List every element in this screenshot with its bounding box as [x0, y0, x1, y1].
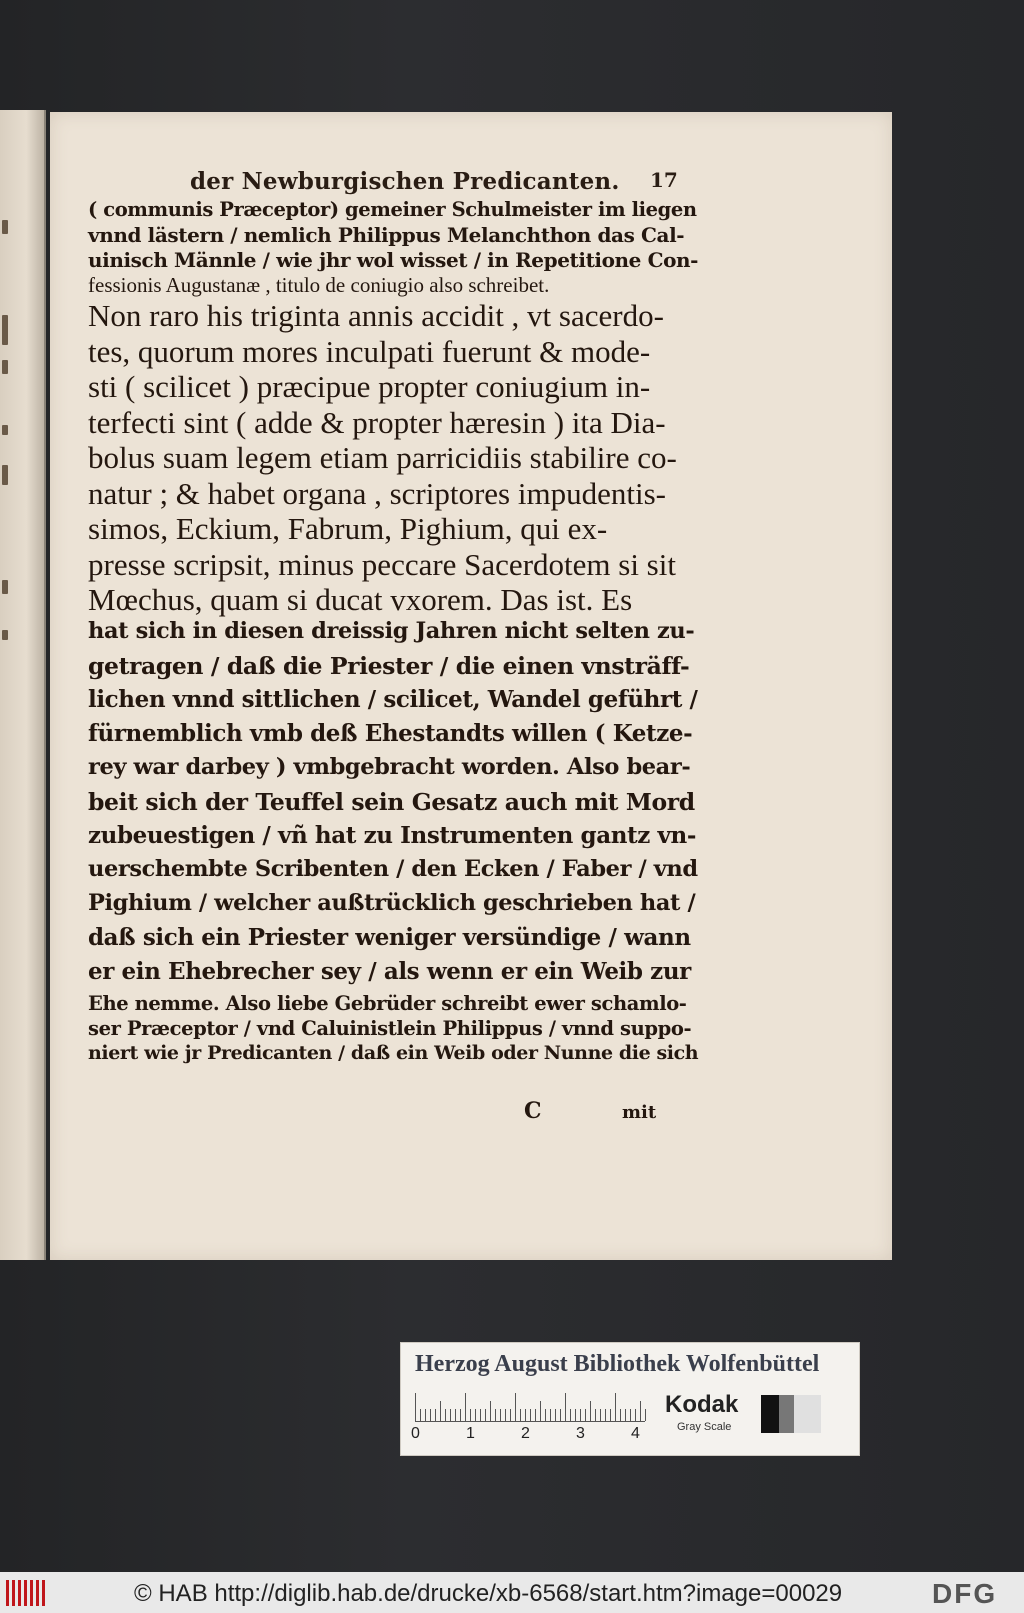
ruler-number: 3	[576, 1425, 585, 1442]
ruler-tick	[645, 1409, 646, 1421]
measurement-ruler	[415, 1391, 645, 1422]
ruler-tick	[445, 1409, 446, 1421]
ruler-tick	[585, 1409, 586, 1421]
ruler-tick	[490, 1401, 491, 1421]
ruler-tick	[595, 1409, 596, 1421]
text-line: Mœchus, quam si ducat vxorem. Das ist. Es	[88, 582, 633, 617]
ruler-tick	[425, 1409, 426, 1421]
signature-mark: C	[524, 1098, 542, 1124]
text-line: getragen / daß die Priester / die einen vnsträff-	[88, 651, 690, 680]
ruler-tick	[570, 1409, 571, 1421]
running-head: der Newburgischen Predicanten.	[190, 168, 620, 195]
text-line: Pighium / welcher außtrücklich geschrieben hat /	[88, 889, 696, 916]
edge-mark	[2, 465, 8, 485]
text-line: Ehe nemme. Also liebe Gebrüder schreibt ewer schamlo-	[88, 991, 687, 1015]
text-line: ( communis Præceptor) gemeiner Schulmeister im liegen	[88, 198, 697, 221]
library-name: Herzog August Bibliothek Wolfenbüttel	[415, 1351, 820, 1377]
text-line: uinisch Männle / wie jhr wol wisset / in Repetitione Con-	[88, 248, 699, 272]
text-line: lichen vnnd sittlichen / scilicet, Wandel geführt /	[88, 685, 698, 713]
text-line: sti ( scilicet ) præcipue propter coniugium in-	[88, 369, 651, 404]
ruler-tick	[475, 1409, 476, 1421]
ruler-tick	[455, 1409, 456, 1421]
text-line: terfecti sint ( adde & propter hæresin ) ita Dia-	[88, 404, 666, 440]
text-line: bolus suam legem etiam parricidiis stabilire co-	[88, 440, 677, 475]
text-line: tes, quorum mores inculpati fuerunt & mode-	[88, 333, 651, 369]
text-line: fürnemblich vmb deß Ehestandts willen ( Ketze-	[88, 719, 693, 747]
gray-scale-caption: Gray Scale	[677, 1421, 732, 1433]
ruler-tick	[505, 1409, 506, 1421]
text-line: zubeuestigen / vñ hat zu Instrumenten gantz vn-	[88, 821, 696, 849]
book-page	[50, 112, 892, 1260]
kodak-brand: Kodak	[665, 1391, 739, 1418]
ruler-number: 4	[631, 1425, 640, 1442]
ruler-tick	[550, 1409, 551, 1421]
ruler-number: 1	[466, 1425, 475, 1442]
text-line: Non raro his triginta annis accidit , vt sacerdo-	[88, 298, 664, 333]
ruler-tick	[460, 1409, 461, 1421]
ruler-tick	[480, 1409, 481, 1421]
edge-mark	[2, 220, 8, 234]
text-line: uerschembte Scribenten / den Ecken / Faber / vnd	[88, 855, 698, 882]
ruler-tick	[555, 1409, 556, 1421]
text-line: ser Præceptor / vnd Caluinistlein Philippus / vnnd suppo-	[88, 1016, 692, 1040]
ruler-tick	[640, 1401, 641, 1421]
ruler-tick	[615, 1393, 616, 1421]
ruler-tick	[590, 1401, 591, 1421]
text-line: hat sich in diesen dreissig Jahren nicht selten zu-	[88, 617, 695, 644]
ruler-number: 2	[521, 1425, 530, 1442]
ruler-tick	[545, 1409, 546, 1421]
text-line: fessionis Augustanæ , titulo de coniugio also schreibet.	[88, 273, 550, 297]
text-line: er ein Ehebrecher sey / als wenn er ein Weib zur	[88, 957, 691, 985]
text-line: beit sich der Teuffel sein Gesatz auch mit Mord	[88, 787, 695, 816]
ruler-tick	[440, 1401, 441, 1421]
ruler-tick	[565, 1393, 566, 1421]
hab-logo-icon	[6, 1580, 48, 1606]
ruler-tick	[630, 1409, 631, 1421]
text-line: presse scripsit, minus peccare Sacerdotem si sit	[88, 546, 676, 582]
ruler-tick	[625, 1409, 626, 1421]
ruler-number: 0	[411, 1425, 420, 1442]
ruler-tick	[520, 1409, 521, 1421]
dfg-logo: DFG	[932, 1578, 998, 1609]
ruler-tick	[525, 1409, 526, 1421]
gray-scale-strip	[761, 1395, 821, 1433]
edge-mark	[2, 425, 8, 435]
ruler-tick	[580, 1409, 581, 1421]
ruler-tick	[610, 1409, 611, 1421]
ruler-tick	[540, 1401, 541, 1421]
edge-mark	[2, 360, 8, 374]
text-line: simos, Eckium, Fabrum, Pighium, qui ex-	[88, 511, 608, 546]
text-line: daß sich ein Priester weniger versündige / wann	[88, 923, 691, 951]
page-number: 17	[650, 168, 678, 192]
left-page-edge	[0, 110, 46, 1260]
ruler-tick	[635, 1409, 636, 1421]
edge-mark	[2, 580, 8, 594]
ruler-tick	[535, 1409, 536, 1421]
edge-mark	[2, 315, 8, 345]
text-line: rey war darbey ) vmbgebracht worden. Also bear-	[88, 753, 691, 780]
edge-mark	[2, 630, 8, 640]
text-line: natur ; & habet organa , scriptores impudentis-	[88, 475, 666, 511]
ruler-tick	[575, 1409, 576, 1421]
ruler-tick	[620, 1409, 621, 1421]
text-line: vnnd lästern / nemlich Philippus Melanchthon das Cal-	[88, 223, 685, 247]
ruler-tick	[470, 1409, 471, 1421]
ruler-tick	[485, 1409, 486, 1421]
ruler-tick	[415, 1393, 416, 1421]
ruler-tick	[450, 1409, 451, 1421]
ruler-tick	[510, 1409, 511, 1421]
ruler-tick	[430, 1409, 431, 1421]
footer-bar	[0, 1572, 1024, 1613]
ruler-tick	[500, 1409, 501, 1421]
ruler-tick	[600, 1409, 601, 1421]
ruler-tick	[465, 1393, 466, 1421]
ruler-tick	[495, 1409, 496, 1421]
ruler-tick	[515, 1393, 516, 1421]
catchword: mit	[622, 1102, 657, 1123]
footer-credit: © HAB http://diglib.hab.de/drucke/xb-6568/start.htm?image=00029	[134, 1580, 843, 1607]
ruler-tick	[605, 1409, 606, 1421]
ruler-tick	[560, 1409, 561, 1421]
ruler-tick	[435, 1409, 436, 1421]
text-line: niert wie jr Predicanten / daß ein Weib oder Nunne die sich	[88, 1041, 699, 1064]
ruler-tick	[420, 1409, 421, 1421]
library-label-card	[400, 1342, 860, 1456]
ruler-tick	[530, 1409, 531, 1421]
